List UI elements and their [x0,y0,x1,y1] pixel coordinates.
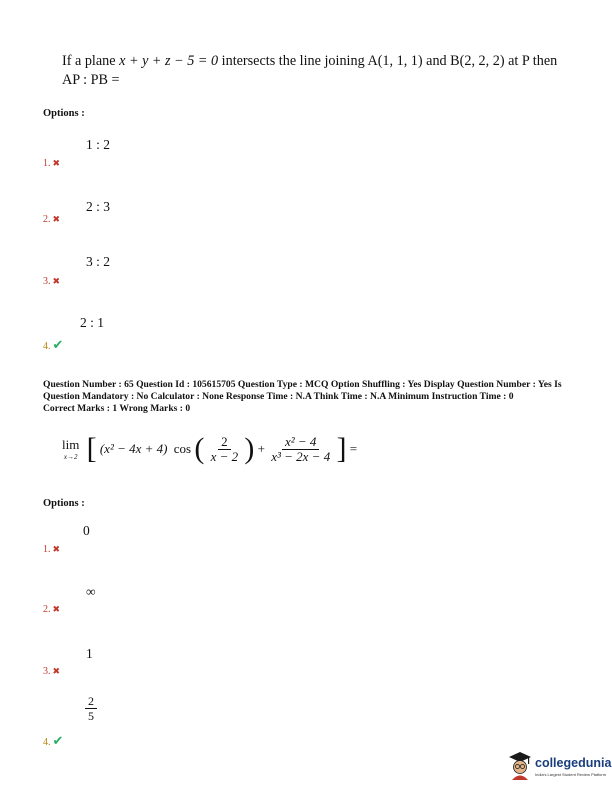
cos-function: cos [173,441,192,456]
question-2-meta [43,379,588,415]
collegedunia-logo [508,748,612,782]
question-2-meta-line2: Question Mandatory : No Calculator : None Response Time : N.A Think Time : N.A Minimum Instruction Time : 0 [43,391,514,402]
q2-option-4-fraction [85,694,97,723]
q2-option-4-numerator: 2 [85,694,97,709]
wrong-mark-icon: ✖ [52,214,61,224]
question-2-meta-line1: Question Number : 65 Question Id : 105615705 Question Type : MCQ Option Shuffling : Yes Display Question Number : Yes Is [43,379,562,390]
limit-symbol: lim [62,437,80,452]
open-bracket: [ [86,432,97,465]
wrong-mark-icon: ✖ [52,544,61,554]
close-paren: ) [244,432,255,465]
question-1-line1a: If a plane [62,53,120,69]
q2-option-4-denominator: 5 [88,709,94,723]
plus-sign: + [257,441,265,456]
q1-option-2-value: 2 : 3 [86,199,111,214]
q1-option-1-number: 1. ✖ [43,158,61,169]
close-bracket: ] [336,432,347,465]
question-1-equation: x + y + z − 5 = 0 [119,53,219,69]
q2-option-3-value: 1 [86,646,93,661]
wrong-mark-icon: ✖ [52,158,61,168]
options-label-1: Options : [43,108,85,119]
rational-fraction-denominator: x³ − 2x − 4 [271,448,331,464]
q1-option-2-number: 2. ✖ [43,214,61,225]
limit-subscript: x→2 [63,453,78,461]
question-2-formula [62,432,357,466]
q2-option-2-number: 2. ✖ [43,604,61,615]
logo-title: collegedunia [535,756,612,770]
wrong-mark-icon: ✖ [52,666,61,676]
cos-fraction [208,435,242,464]
correct-check-icon: ✔ [52,733,64,748]
options-label-2: Options : [43,498,85,509]
question-2-meta-line3: Correct Marks : 1 Wrong Marks : 0 [43,403,191,414]
polynomial-term: (x² − 4x + 4) [99,441,168,456]
q2-option-1-number: 1. ✖ [43,544,61,555]
question-1-line2: AP : PB = [62,72,120,88]
wrong-mark-icon: ✖ [52,276,61,286]
wrong-mark-icon: ✖ [52,604,61,614]
question-1-line1b: intersects the line joining A(1, 1, 1) and B(2, 2, 2) at P then [218,53,558,69]
rational-fraction [268,435,333,464]
q1-option-4-number: 4. ✔ [43,337,64,352]
question-1-text [62,52,582,90]
q2-option-2-value: ∞ [86,584,96,599]
q2-option-4-number: 4. ✔ [43,733,64,748]
q2-option-4-value [85,694,97,723]
cos-fraction-denominator: x − 2 [210,448,239,464]
open-paren: ( [194,432,205,465]
q2-option-1-value: 0 [83,523,90,538]
logo-tagline: India's Largest Student Review Platform [535,772,607,777]
q1-option-3-number: 3. ✖ [43,276,61,287]
q1-option-3-value: 3 : 2 [86,254,111,269]
correct-check-icon: ✔ [52,337,64,352]
equals-sign: = [349,441,358,456]
q1-option-1-value: 1 : 2 [86,137,111,152]
graduate-logo-icon [508,750,532,780]
q1-option-4-value: 2 : 1 [80,315,105,330]
cos-fraction-numerator: 2 [218,435,231,450]
q2-option-3-number: 3. ✖ [43,666,61,677]
rational-fraction-numerator: x² − 4 [282,435,319,450]
